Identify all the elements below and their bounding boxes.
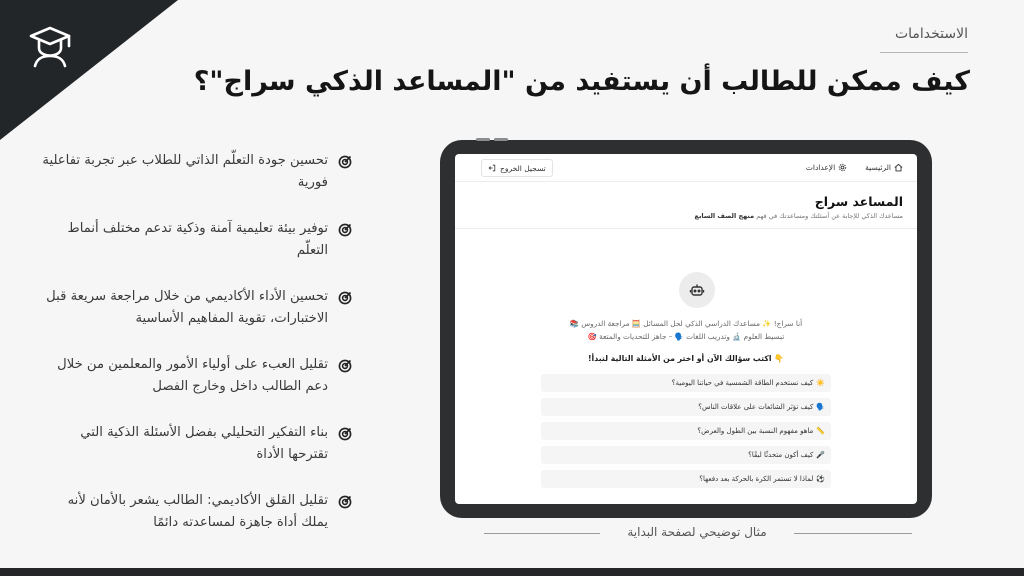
bot-intro-line: تبسيط العلوم 🔬 وتدريب اللغات 🗣️ – جاهز للتحديات والمتعة 🎯 <box>587 331 785 341</box>
robot-icon <box>689 282 705 298</box>
speaking-head-icon: 🗣️ <box>816 403 825 411</box>
feature-item <box>40 422 352 490</box>
app-subtitle-text: مساعدك الذكي للإجابة عن أسئلتك ومساعدتك في فهم <box>756 212 903 220</box>
gear-icon <box>838 163 847 172</box>
feature-item <box>40 150 352 218</box>
soccer-ball-icon: ⚽ <box>816 475 825 483</box>
nav-home[interactable] <box>865 163 903 172</box>
app-subtitle-grade: منهج الصف السابع <box>694 212 755 220</box>
nav-home-label: الرئيسية <box>865 163 891 172</box>
screenshot-caption: مثال توضيحي لصفحة البداية <box>627 525 767 539</box>
app-title: المساعد سراج <box>814 194 903 209</box>
logout-label: تسجيل الخروج <box>500 163 546 173</box>
example-questions <box>541 374 831 494</box>
feature-text: بناء التفكير التحليلي بفضل الأسئلة الذكية التي تقترحها الأداة <box>80 425 328 462</box>
graduation-cap-icon <box>27 24 73 68</box>
caption-row <box>484 524 912 542</box>
ruler-icon: 📏 <box>816 427 825 435</box>
feature-item <box>40 490 352 558</box>
bot-intro <box>541 318 831 343</box>
app-header <box>455 182 917 229</box>
home-icon <box>894 163 903 172</box>
tablet-mockup <box>440 140 932 518</box>
example-question[interactable] <box>541 422 831 440</box>
target-check-icon <box>338 427 352 441</box>
example-question[interactable] <box>541 374 831 392</box>
microphone-icon: 🎤 <box>816 451 825 459</box>
logout-button[interactable] <box>481 159 553 177</box>
example-question[interactable] <box>541 446 831 464</box>
feature-text: تحسين جودة التعلّم الذاتي للطلاب عبر تجربة تفاعلية فورية <box>42 153 328 190</box>
feature-text: تقليل القلق الأكاديمي: الطالب يشعر بالأمان لأنه يملك أداة جاهزة لمساعدته دائمًا <box>67 493 328 530</box>
app-navbar <box>455 154 917 182</box>
feature-item <box>40 286 352 354</box>
bot-avatar <box>679 272 715 308</box>
tablet-button <box>476 138 490 141</box>
prompt-text: 👇 اكتب سؤالك الآن أو اختر من الأمثلة التالية لنبدأ! <box>588 354 784 363</box>
feature-text: توفير بيئة تعليمية آمنة وذكية تدعم مختلف أنماط التعلّم <box>67 221 328 258</box>
tablet-button <box>494 138 508 141</box>
corner-decoration <box>0 0 178 140</box>
section-divider <box>880 52 968 53</box>
logout-icon <box>488 164 496 172</box>
feature-text: تقليل العبء على أولياء الأمور والمعلمين من خلال دعم الطالب داخل وخارج الفصل <box>57 357 328 394</box>
page-title: كيف ممكن للطالب أن يستفيد من "المساعد الذكي سراج"؟ <box>193 66 970 97</box>
example-question-text: كيف نستخدم الطاقة الشمسية في حياتنا اليومية؟ <box>671 379 814 387</box>
feature-list <box>40 150 352 558</box>
caption-divider <box>794 533 912 534</box>
target-check-icon <box>338 291 352 305</box>
app-subtitle <box>469 212 903 220</box>
nav-settings[interactable] <box>806 163 847 172</box>
target-check-icon <box>338 223 352 237</box>
target-check-icon <box>338 155 352 169</box>
feature-text: تحسين الأداء الأكاديمي من خلال مراجعة سريعة قبل الاختبارات، تقوية المفاهيم الأساسية <box>46 289 328 326</box>
feature-item <box>40 218 352 286</box>
sun-icon: ☀️ <box>816 379 825 387</box>
example-question[interactable] <box>541 398 831 416</box>
example-question-text: لماذا لا تستمر الكرة بالحركة بعد دفعها؟ <box>699 475 814 483</box>
feature-item <box>40 354 352 422</box>
example-question-text: كيف أكون متحدثًا لبقًا؟ <box>748 451 814 459</box>
caption-divider <box>484 533 600 534</box>
bottom-bar <box>0 568 1024 576</box>
example-question-text: ماهو مفهوم النسبة بين الطول والعرض؟ <box>697 427 814 435</box>
target-check-icon <box>338 359 352 373</box>
example-question-text: كيف تؤثر الشائعات على علاقات الناس؟ <box>698 403 814 411</box>
nav-settings-label: الإعدادات <box>805 163 836 172</box>
bot-intro-line: أنا سراج! ✨ مساعدك الدراسي الذكي لحل المسائل 🧮 مراجعة الدروس 📚 <box>569 319 803 328</box>
target-check-icon <box>338 495 352 509</box>
app-screen <box>455 154 917 504</box>
section-label: الاستخدامات <box>894 26 968 42</box>
example-question[interactable] <box>541 470 831 488</box>
